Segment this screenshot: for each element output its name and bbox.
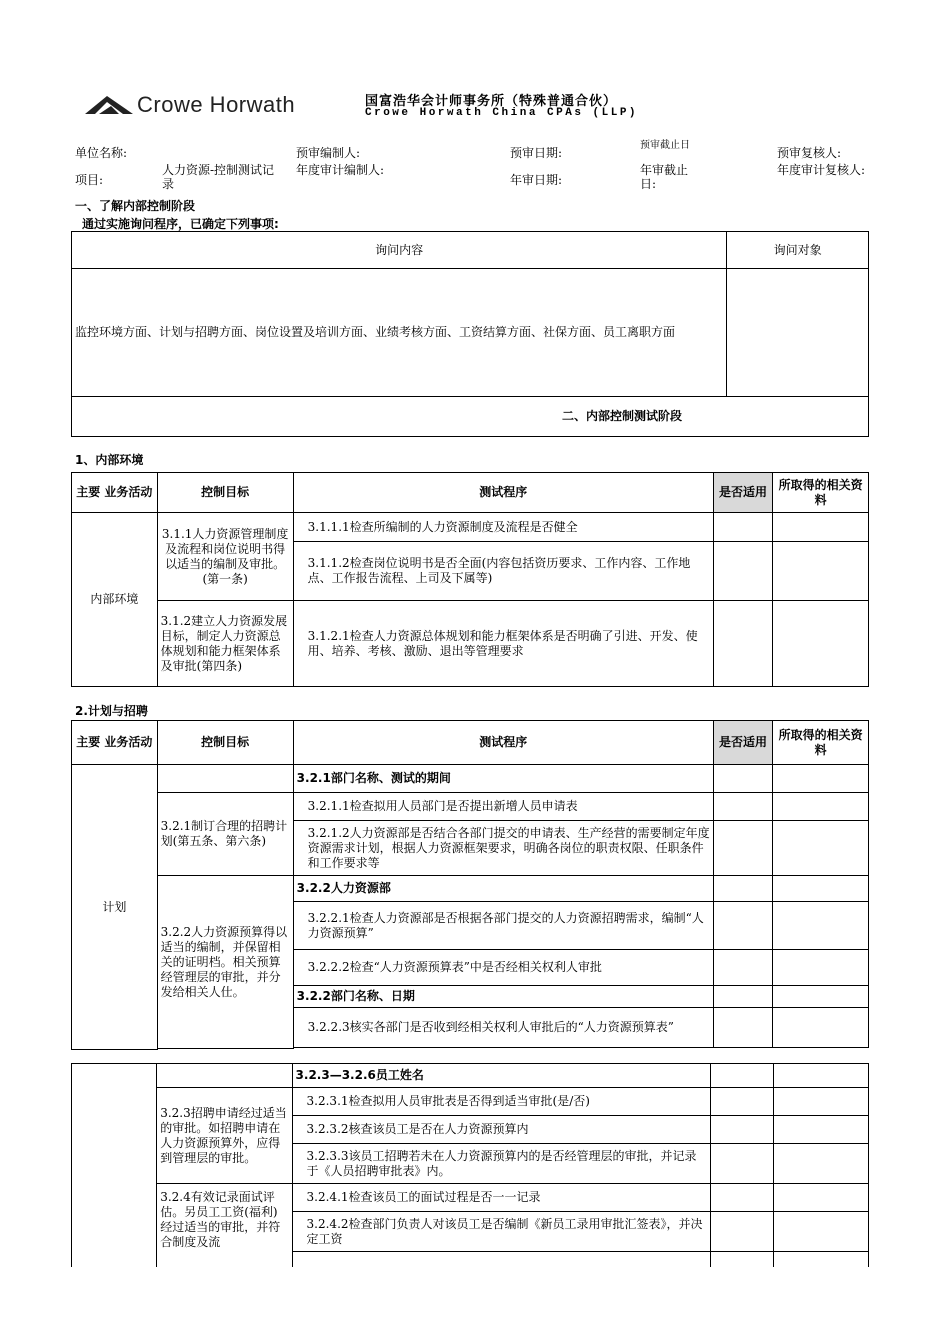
env-objective-1: 3.1.1人力资源管理制度及流程和岗位说明书得以适当的编制及审批。(第一条)	[157, 513, 293, 601]
inquiry-object-cell	[727, 269, 869, 397]
applicable-cell[interactable]	[710, 1212, 773, 1252]
col-activity: 主要 业务活动	[72, 473, 158, 513]
docs-cell[interactable]	[773, 765, 869, 793]
plan-procedure-10: 3.2.4.2检查部门负责人对该员工是否编制《新员工录用审批汇签表》，并决定工资	[292, 1212, 710, 1252]
inquiry-content: 监控环境方面、计划与招聘方面、岗位设置及培训方面、业绩考核方面、工资结算方面、社保方面、员工离职方面	[72, 269, 727, 397]
env-objective-2: 3.1.2建立人力资源发展目标，制定人力资源总体规划和能力框架体系及审批(第四条)	[157, 601, 293, 687]
plan-subheader-4: 3.2.3—3.2.6员工姓名	[292, 1064, 710, 1088]
docs-cell[interactable]	[773, 1064, 868, 1088]
docs-cell[interactable]	[773, 793, 869, 821]
env-procedure-2: 3.1.1.2检查岗位说明书是否全面(内容包括资历要求、工作内容、工作地点、工作报告流程、上司及下属等)	[293, 542, 713, 601]
section1-title: 一、了解内部控制阶段	[75, 199, 196, 213]
applicable-cell[interactable]	[710, 1116, 773, 1144]
col-procedure: 测试程序	[293, 473, 713, 513]
docs-cell[interactable]	[773, 876, 869, 902]
activity-empty	[72, 1064, 157, 1282]
plan-objective-4: 3.2.4有效记录面试评估。另员工工资(福利)经过适当的审批，并符合制度及流	[157, 1184, 292, 1282]
logo-subtitle: Crowe Horwath China CPAs (LLP)	[365, 107, 639, 119]
plan-table	[71, 720, 869, 1050]
plan-subheader-1: 3.2.1部门名称、测试的期间	[293, 765, 713, 793]
docs-cell[interactable]	[773, 1116, 868, 1144]
col-docs: 所取得的相关资料	[773, 473, 869, 513]
docs-cell[interactable]	[773, 513, 869, 542]
applicable-cell[interactable]	[710, 1088, 773, 1116]
col-objective: 控制目标	[157, 473, 293, 513]
col-docs: 所取得的相关资料	[773, 721, 869, 765]
env-title: 1、内部环境	[75, 453, 144, 467]
applicable-cell[interactable]	[710, 1144, 773, 1184]
plan-subheader-3: 3.2.2部门名称、日期	[293, 986, 713, 1008]
plan-title: 2.计划与招聘	[75, 704, 148, 718]
applicable-cell[interactable]	[713, 765, 772, 793]
docs-cell[interactable]	[773, 542, 869, 601]
plan-procedure-4: 3.2.2.2检查“人力资源预算表”中是否经相关权利人审批	[293, 950, 713, 986]
applicable-cell[interactable]	[713, 542, 772, 601]
prep-label: 预审编制人:	[296, 146, 361, 160]
applicable-cell[interactable]	[713, 902, 772, 950]
docs-cell[interactable]	[773, 1184, 868, 1212]
applicable-cell[interactable]	[713, 821, 772, 876]
plan-objective-3: 3.2.3招聘申请经过适当的审批。如招聘申请在人力资源预算外，应得到管理层的审批。	[157, 1088, 292, 1184]
docs-cell[interactable]	[773, 1144, 868, 1184]
plan-objective-2: 3.2.2人力资源预算得以适当的编制，并保留相关的证明档。相关预算经管理层的审批，并分发给相关人仕。	[157, 876, 293, 1049]
col-objective: 控制目标	[157, 721, 293, 765]
annual-review-label: 年度审计复核人:	[777, 163, 866, 177]
applicable-cell[interactable]	[713, 601, 772, 687]
objective-empty	[157, 765, 293, 793]
col-procedure: 测试程序	[293, 721, 713, 765]
env-activity: 内部环境	[72, 513, 158, 687]
review-label: 预审复核人:	[777, 146, 842, 160]
section2-title: 二、内部控制测试阶段	[72, 397, 869, 437]
applicable-cell[interactable]	[713, 876, 772, 902]
plan-procedure-9: 3.2.4.1检查该员工的面试过程是否一一记录	[292, 1184, 710, 1212]
docs-cell[interactable]	[773, 821, 869, 876]
plan-subheader-2: 3.2.2人力资源部	[293, 876, 713, 902]
plan-procedure-3: 3.2.2.1检查人力资源部是否根据各部门提交的人力资源招聘需求，编制“人力资源预算”	[293, 902, 713, 950]
project-label: 项目:	[75, 173, 104, 187]
objective-empty	[157, 1064, 292, 1088]
logo-english: Crowe Horwath	[137, 92, 296, 117]
plan-procedure-1: 3.2.1.1检查拟用人员部门是否提出新增人员申请表	[293, 793, 713, 821]
docs-cell[interactable]	[773, 950, 869, 986]
inquiry-content-header: 询问内容	[72, 232, 727, 269]
unit-label: 单位名称:	[75, 146, 128, 160]
page-bottom-margin	[0, 1267, 950, 1344]
plan-objective-1: 3.2.1制订合理的招聘计划(第五条、第六条)	[157, 793, 293, 876]
plan-procedure-2: 3.2.1.2人力资源部是否结合各部门提交的申请表、生产经营的需要制定年度资源需求计划，根据人力资源框架要求，明确各岗位的职责权限、任职条件和工作要求等	[293, 821, 713, 876]
applicable-cell[interactable]	[713, 986, 772, 1008]
section1-subtitle: 通过实施询问程序，已确定下列事项:	[82, 217, 279, 231]
docs-cell[interactable]	[773, 986, 869, 1008]
applicable-cell[interactable]	[710, 1184, 773, 1212]
project-value: 人力资源-控制测试记录	[162, 163, 275, 191]
col-applicable: 是否适用	[713, 473, 772, 513]
applicable-cell[interactable]	[713, 950, 772, 986]
plan-activity: 计划	[72, 765, 158, 1050]
logo-chinese: 国富浩华会计师事务所（特殊普通合伙）	[365, 94, 618, 109]
inquiry-object-header: 询问对象	[727, 232, 869, 269]
col-applicable: 是否适用	[713, 721, 772, 765]
applicable-cell[interactable]	[713, 1008, 772, 1048]
plan-procedure-7: 3.2.3.2核查该员工是否在人力资源预算内	[292, 1116, 710, 1144]
applicable-cell[interactable]	[713, 793, 772, 821]
plan-procedure-8: 3.2.3.3该员工招聘若未在人力资源预算内的是否经管理层的审批，并记录于《人员招聘审批表》内。	[292, 1144, 710, 1184]
docs-cell[interactable]	[773, 601, 869, 687]
docs-cell[interactable]	[773, 1088, 868, 1116]
env-table	[71, 472, 869, 687]
annual-prep-label: 年度审计编制人:	[296, 163, 385, 177]
docs-cell[interactable]	[773, 902, 869, 950]
col-activity: 主要 业务活动	[72, 721, 158, 765]
annual-cutoff-label: 年审截止日:	[640, 163, 689, 191]
logo-mark-icon	[85, 94, 133, 116]
plan-procedure-6: 3.2.3.1检查拟用人员审批表是否得到适当审批(是/否)	[292, 1088, 710, 1116]
inquiry-table	[71, 231, 869, 437]
env-procedure-1: 3.1.1.1检查所编制的人力资源制度及流程是否健全	[293, 513, 713, 542]
docs-cell[interactable]	[773, 1008, 869, 1048]
cutoff-label: 预审截止日	[640, 140, 690, 151]
annual-date-label: 年审日期:	[510, 173, 563, 187]
applicable-cell[interactable]	[713, 513, 772, 542]
plan-procedure-5: 3.2.2.3核实各部门是否收到经相关权利人审批后的“人力资源预算表”	[293, 1008, 713, 1048]
date-label: 预审日期:	[510, 146, 563, 160]
applicable-cell[interactable]	[710, 1064, 773, 1088]
env-procedure-3: 3.1.2.1检查人力资源总体规划和能力框架体系是否明确了引进、开发、使用、培养、考核、激励、退出等管理要求	[293, 601, 713, 687]
docs-cell[interactable]	[773, 1212, 868, 1252]
plan-table-cont	[71, 1063, 869, 1282]
